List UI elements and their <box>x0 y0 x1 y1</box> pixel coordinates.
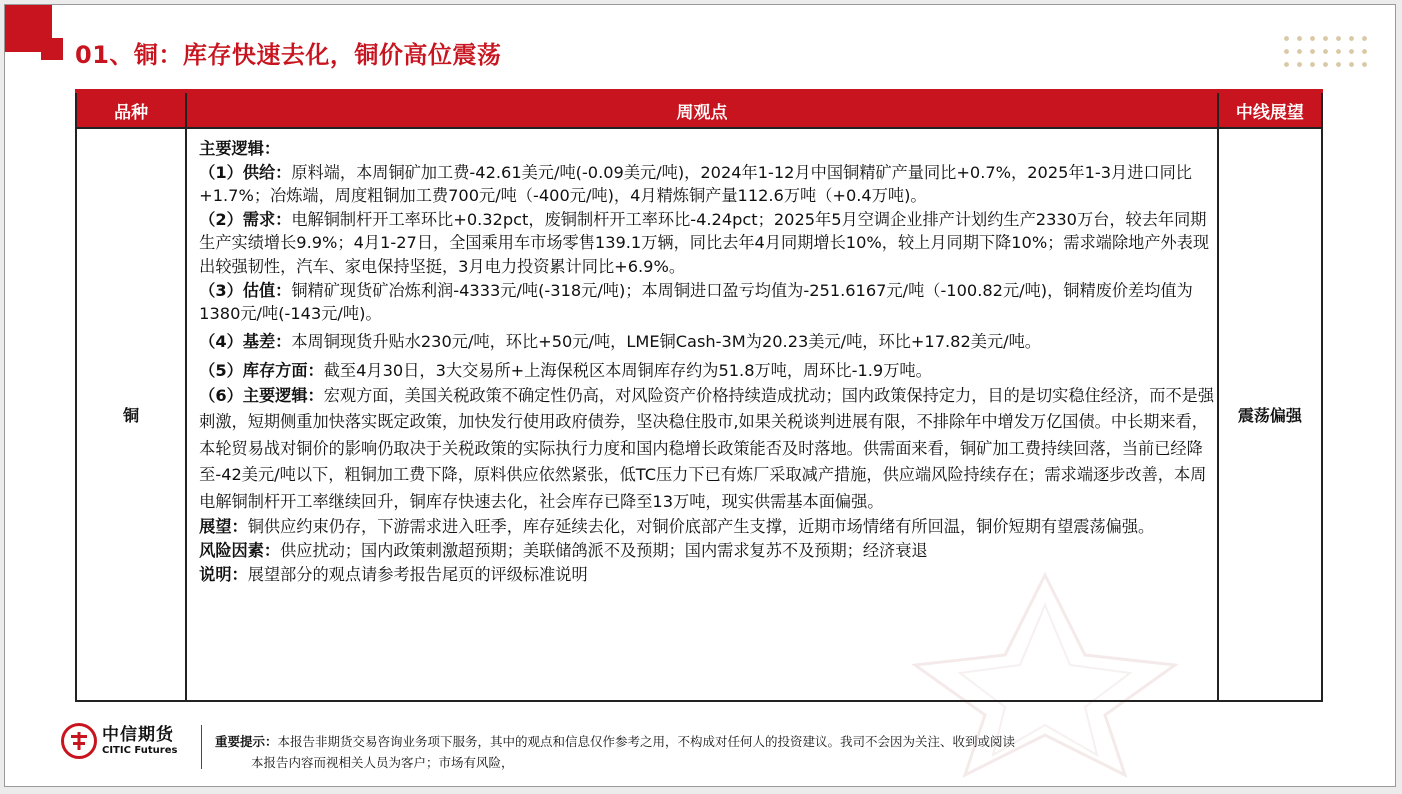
risk-paragraph <box>199 539 1215 563</box>
logo-name-en: CITIC Futures <box>102 745 178 756</box>
footer-divider <box>201 725 202 769</box>
outlook-label: 展望： <box>199 517 248 537</box>
basis-label: （4）基差： <box>199 331 292 351</box>
basis-paragraph <box>199 330 1215 354</box>
demand-label: （2）需求： <box>199 209 292 229</box>
risk-label: 风险因素： <box>199 541 281 561</box>
outlook-text: 铜供应约束仍存，下游需求进入旺季，库存延续去化，对铜价底部产生支撑，近期市场情绪有所回温，铜价短期有望震荡偏强。 <box>247 517 1155 537</box>
basis-text: 本周铜现货升贴水230元/吨，环比+50元/吨，LME铜Cash-3M为20.23美元/吨，环比+17.82美元/吨。 <box>291 331 1041 351</box>
inventory-paragraph <box>199 359 1215 383</box>
note-label: 说明： <box>199 564 248 584</box>
table-row <box>76 128 1322 701</box>
main-logic-heading: 主要逻辑： <box>199 139 281 158</box>
header-midterm-outlook: 中线展望 <box>1218 91 1322 128</box>
header-weekly-view: 周观点 <box>186 91 1218 128</box>
page-title: 01、铜：库存快速去化，铜价高位震荡 <box>75 41 502 69</box>
valuation-text: 铜精矿现货矿冶炼利润-4333元/吨(-318元/吨)；本周铜进口盈亏均值为-251.6167元/吨（-100.82元/吨)，铜精废价差均值为1380元/吨(-143元/吨)。 <box>199 280 1193 324</box>
weekly-view-table <box>75 89 1323 702</box>
valuation-label: （3）估值： <box>199 280 292 300</box>
supply-text: 原料端，本周铜矿加工费-42.61美元/吨(-0.09美元/吨)，2024年1-12月中国铜精矿产量同比+0.7%，2025年1-3月进口同比+1.7%；冶炼端，周度粗铜加工费700元/吨（-400元/吨)，4月精炼铜产量112.6万吨（+0.4万吨)。 <box>199 162 1192 206</box>
dot-grid-decoration <box>1280 32 1370 72</box>
table-header-row <box>76 91 1322 128</box>
disclaimer-line1: 本报告非期货交易咨询业务项下服务，其中的观点和信息仅作参考之用，不构成对任何人的投资建议。我司不会因为关注、收到或阅读 <box>277 734 1016 749</box>
weekly-view-cell <box>186 128 1218 701</box>
inventory-text: 截至4月30日，3大交易所+上海保税区本周铜库存约为51.8万吨，周环比-1.9万吨。 <box>323 361 932 381</box>
logo-name-cn: 中信期货 <box>102 725 174 745</box>
outlook-cell: 震荡偏强 <box>1218 128 1322 701</box>
valuation-paragraph <box>199 279 1215 326</box>
header-variety: 品种 <box>76 91 186 128</box>
demand-paragraph <box>199 208 1215 279</box>
note-paragraph <box>199 563 1215 587</box>
supply-label: （1）供给： <box>199 162 292 182</box>
logic-paragraph <box>199 383 1215 516</box>
corner-decoration-small <box>41 38 63 60</box>
inventory-label: （5）库存方面： <box>199 361 324 381</box>
citic-logo-icon <box>61 723 97 759</box>
company-logo <box>61 723 177 759</box>
variety-cell: 铜 <box>76 128 186 701</box>
outlook-paragraph <box>199 515 1215 539</box>
logic-text: 宏观方面，美国关税政策不确定性仍高，对风险资产价格持续造成扰动；国内政策保持定力，目的是切实稳住经济，而不是强刺激，短期侧重加快落实既定政策，加快发行使用政府债券，坚决稳住股市,如果关税谈判进展有限，不排除年中增发万亿国债。中长期来看，本轮贸易战对铜价的影响仍取决于关税政策的实际执行力度和国内稳增长政策能否及时落地。供需面来看，铜矿加工费持续回落，当前已经降至-42美元/吨以下，粗铜加工费下降，原料供应依然紧张，低TC压力下已有炼厂采取减产措施，供应端风险持续存在；需求端逐步改善，本周电解铜制杆开工率继续回升，铜库存快速去化，社会库存已降至13万吨，现实供需基本面偏强。 <box>199 385 1215 511</box>
risk-text: 供应扰动；国内政策刺激超预期；美联储鸽派不及预期；国内需求复苏不及预期；经济衰退 <box>280 541 928 561</box>
supply-paragraph <box>199 161 1215 208</box>
disclaimer-line2: 本报告内容而视相关人员为客户；市场有风险， <box>251 755 514 770</box>
slide <box>4 4 1396 787</box>
disclaimer-lead: 重要提示： <box>215 734 278 749</box>
note-text: 展望部分的观点请参考报告尾页的评级标准说明 <box>247 564 588 584</box>
demand-text: 电解铜制杆开工率环比+0.32pct，废铜制杆开工率环比-4.24pct；2025年5月空调企业排产计划约生产2330万台，较去年同期生产实绩增长9.9%；4月1-27日，全国乘用车市场零售139.1万辆，同比去年4月同期增长10%，较上月同期下降10%；需求端除地产外表现出较强韧性，汽车、家电保持坚挺，3月电力投资累计同比+6.9%。 <box>199 209 1210 276</box>
watermark-blot <box>560 757 755 777</box>
logic-label: （6）主要逻辑： <box>199 385 324 405</box>
